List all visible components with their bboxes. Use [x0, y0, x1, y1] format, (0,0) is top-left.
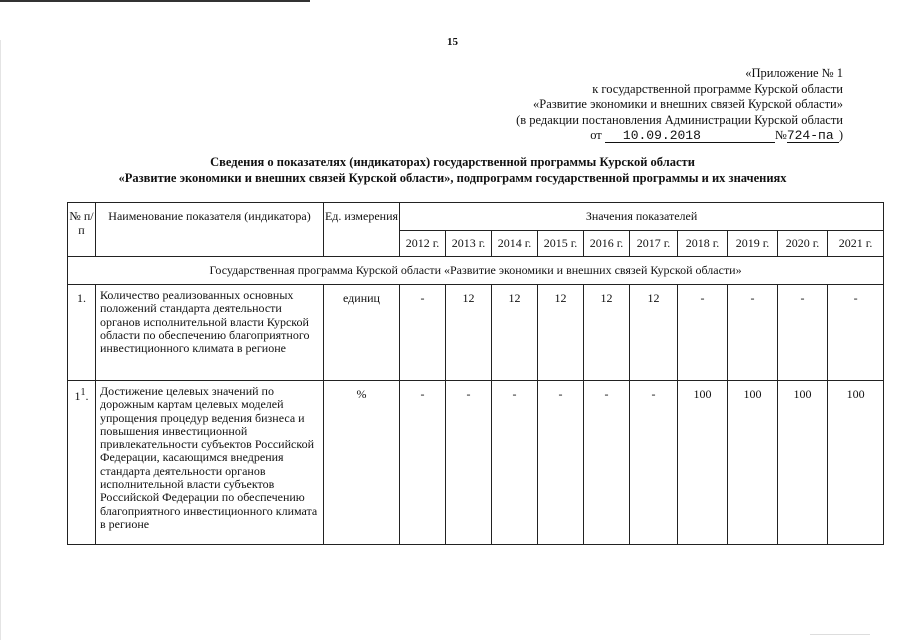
table-row: [68, 381, 884, 545]
appendix-from-label: от: [590, 128, 602, 142]
row-num-suffix: .: [85, 389, 89, 403]
row-value: -: [492, 381, 538, 545]
appendix-date: 10.09.2018: [605, 129, 775, 143]
row-unit: единиц: [324, 285, 400, 381]
header-num: № п/п: [68, 203, 96, 257]
row-num-base: 1: [74, 389, 81, 403]
header-year: 2015 г.: [538, 231, 584, 257]
header-name: Наименование показателя (индикатора): [96, 203, 324, 257]
appendix-line-4: (в редакции постановления Администрации Курской области: [516, 112, 843, 127]
row-value: 12: [538, 285, 584, 381]
appendix-header: [516, 66, 843, 144]
row-value: -: [400, 285, 446, 381]
row-value: 12: [446, 285, 492, 381]
appendix-line-1: «Приложение № 1: [745, 66, 843, 80]
appendix-date-line: [516, 128, 843, 144]
header-year: 2012 г.: [400, 231, 446, 257]
header-year: 2014 г.: [492, 231, 538, 257]
row-value: 12: [584, 285, 630, 381]
appendix-closing: ): [838, 128, 843, 142]
document-title-line-1: Сведения о показателях (индикаторах) государственной программы Курской области: [210, 155, 695, 169]
header-row-1: [68, 203, 884, 231]
row-value: -: [778, 285, 828, 381]
section-title: Государственная программа Курской области «Развитие экономики и внешних связей Курской области»: [68, 257, 884, 285]
row-value: 12: [492, 285, 538, 381]
row-name: Количество реализованных основных положений стандарта деятельности органов исполнительной власти Курской области по обеспечению благоприятного инвестиционного климата в регионе: [96, 285, 324, 381]
appendix-number: 724-па: [787, 129, 839, 143]
header-year: 2020 г.: [778, 231, 828, 257]
row-value: 100: [828, 381, 884, 545]
document-title: [0, 154, 905, 186]
section-row: [68, 257, 884, 285]
row-value: -: [584, 381, 630, 545]
row-value: -: [538, 381, 584, 545]
page-number: 15: [447, 36, 458, 48]
row-value: 100: [778, 381, 828, 545]
header-year: 2018 г.: [678, 231, 728, 257]
row-num-superscript: 1: [80, 387, 86, 398]
row-name: Достижение целевых значений по дорожным картам целевых моделей упрощения процедур ведения бизнеса и повышения инвестиционной привлекательности субъектов Российской Федерации, касающимся внедрения стандарта деятельности органов исполнительной власти субъектов Российской Федерации по обеспечению благоприятного инвестиционного климата в регионе: [96, 381, 324, 545]
row-value: -: [678, 285, 728, 381]
header-year: 2016 г.: [584, 231, 630, 257]
row-num: [68, 381, 96, 545]
appendix-line-3: «Развитие экономики и внешних связей Курской области»: [533, 97, 843, 111]
row-value: 12: [630, 285, 678, 381]
row-value: -: [400, 381, 446, 545]
header-unit: Ед. измерения: [324, 203, 400, 257]
row-num: 1.: [68, 285, 96, 381]
indicators-table: [67, 202, 884, 545]
row-value: -: [630, 381, 678, 545]
row-unit: %: [324, 381, 400, 545]
header-year: 2013 г.: [446, 231, 492, 257]
table-row: [68, 285, 884, 381]
header-year: 2019 г.: [728, 231, 778, 257]
row-value: -: [828, 285, 884, 381]
appendix-line-2: к государственной программе Курской области: [592, 81, 843, 96]
top-edge-rule: [0, 0, 310, 2]
row-value: -: [446, 381, 492, 545]
appendix-number-label: №: [774, 128, 787, 142]
header-values: Значения показателей: [400, 203, 884, 231]
row-value: -: [728, 285, 778, 381]
left-scan-edge: [0, 40, 1, 640]
header-year: 2017 г.: [630, 231, 678, 257]
document-title-line-2: «Развитие экономики и внешних связей Курской области», подпрограмм государственной программы и их значениях: [118, 171, 787, 185]
row-value: 100: [678, 381, 728, 545]
row-value: 100: [728, 381, 778, 545]
scan-artifact: [810, 634, 870, 635]
header-year: 2021 г.: [828, 231, 884, 257]
